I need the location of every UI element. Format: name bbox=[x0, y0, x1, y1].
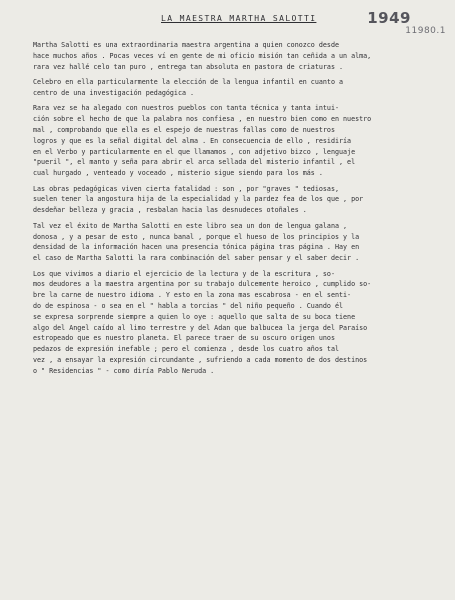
text-line: bre la carne de nuestro idioma . Y esto en la zona mas escabrosa - en el senti- bbox=[33, 291, 352, 300]
paragraph bbox=[33, 221, 441, 264]
text-line: centro de una investigación pedagógica . bbox=[33, 88, 195, 97]
text-line: logros y que es la señal digital del alma . En consecuencia de ello , residiría bbox=[33, 136, 352, 145]
document-title: LA MAESTRA MARTHA SALOTTI bbox=[161, 14, 317, 23]
handwritten-year-annotation: 1949 bbox=[367, 9, 411, 27]
paragraph bbox=[33, 40, 441, 72]
text-line: "pueril ", el manto y seña para abrir el arca sellada del misterio infantil , el bbox=[33, 158, 356, 167]
text-line: suelen tener la angostura hija de la especialidad y la pardez fea de los que , por bbox=[33, 195, 364, 204]
text-line: ción sobre el hecho de que la palabra nos confiesa , en nuestro bien como en nuestro bbox=[33, 115, 372, 124]
text-line: vez , a ensayar la expresión circundante , sufriendo a cada momento de dos destinos bbox=[33, 355, 368, 364]
text-line: rara vez hallé celo tan puro , entrega tan absoluta en pastora de criaturas . bbox=[33, 62, 344, 71]
text-line: pedazos de expresión inefable ; pero el comienza , desde los cuatro años tal bbox=[33, 345, 339, 354]
text-line: desdeñar belleza y gracia , resbalan hacia las desnudeces otoñales . bbox=[33, 206, 307, 215]
text-line: cual hurgado , venteado y voceado , misterio sigue siendo para los más . bbox=[33, 169, 323, 178]
text-line: Tal vez el éxito de Martha Salotti en este libro sea un don de lengua galana , bbox=[33, 221, 348, 230]
text-line: densidad de la información hacen una presencia tónica página tras página . Hay en bbox=[33, 243, 360, 252]
text-line: estropeado que es nuestro planeta. El parece traer de su oscuro origen unos bbox=[33, 334, 335, 343]
paragraph bbox=[33, 77, 441, 99]
text-line: Los que vivimos a diario el ejercicio de la lectura y de la escritura , so- bbox=[33, 269, 335, 278]
text-line: Martha Salotti es una extraordinaria maestra argentina a quien conozco desde bbox=[33, 41, 339, 49]
archive-id-annotation: 11980.1 bbox=[405, 26, 446, 36]
text-line: se expresa sorprende siempre a quien lo oye : aquello que salta de su boca tiene bbox=[33, 312, 356, 321]
text-line: do de espinosa - o sea en el " habla a torcias " del niño pequeño . Cuando él bbox=[33, 301, 344, 310]
document-body bbox=[33, 40, 441, 377]
paragraph bbox=[33, 184, 441, 216]
text-line: o " Residencias " - como diría Pablo Neruda . bbox=[33, 366, 215, 375]
text-line: Rara vez se ha alegado con nuestros pueblos con tanta técnica y tanta intui- bbox=[33, 104, 339, 113]
text-line: mos deudores a la maestra argentina por su trabajo dulcemente heroico , cumplido so- bbox=[33, 280, 372, 289]
text-line: mal , comprobando que ella es el espejo de nuestras fallas como de nuestros bbox=[33, 125, 335, 134]
text-line: hace muchos años . Pocas veces ví en gente de mi oficio misión tan ceñida a un alma, bbox=[33, 51, 372, 60]
text-line: Las obras pedagógicas viven cierta fatalidad : son , por "graves " tediosas, bbox=[33, 184, 339, 193]
text-line: el caso de Martha Salotti la rara combinación del saber pensar y el saber decir . bbox=[33, 254, 360, 263]
text-line: algo del Angel caído al limo terrestre y del Adan que balbucea la jerga del Paraíso bbox=[33, 323, 368, 332]
paragraph bbox=[33, 269, 441, 377]
paragraph bbox=[33, 103, 441, 179]
text-line: Celebro en ella particularmente la elección de la lengua infantil en cuanto a bbox=[33, 78, 344, 87]
text-line: donosa , y a pesar de esto , nunca banal , porque el hueso de los principios y la bbox=[33, 232, 360, 241]
text-line: en el Verbo y particularmente en el que llamamos , con adjetivo bizco , lenguaje bbox=[33, 147, 356, 156]
